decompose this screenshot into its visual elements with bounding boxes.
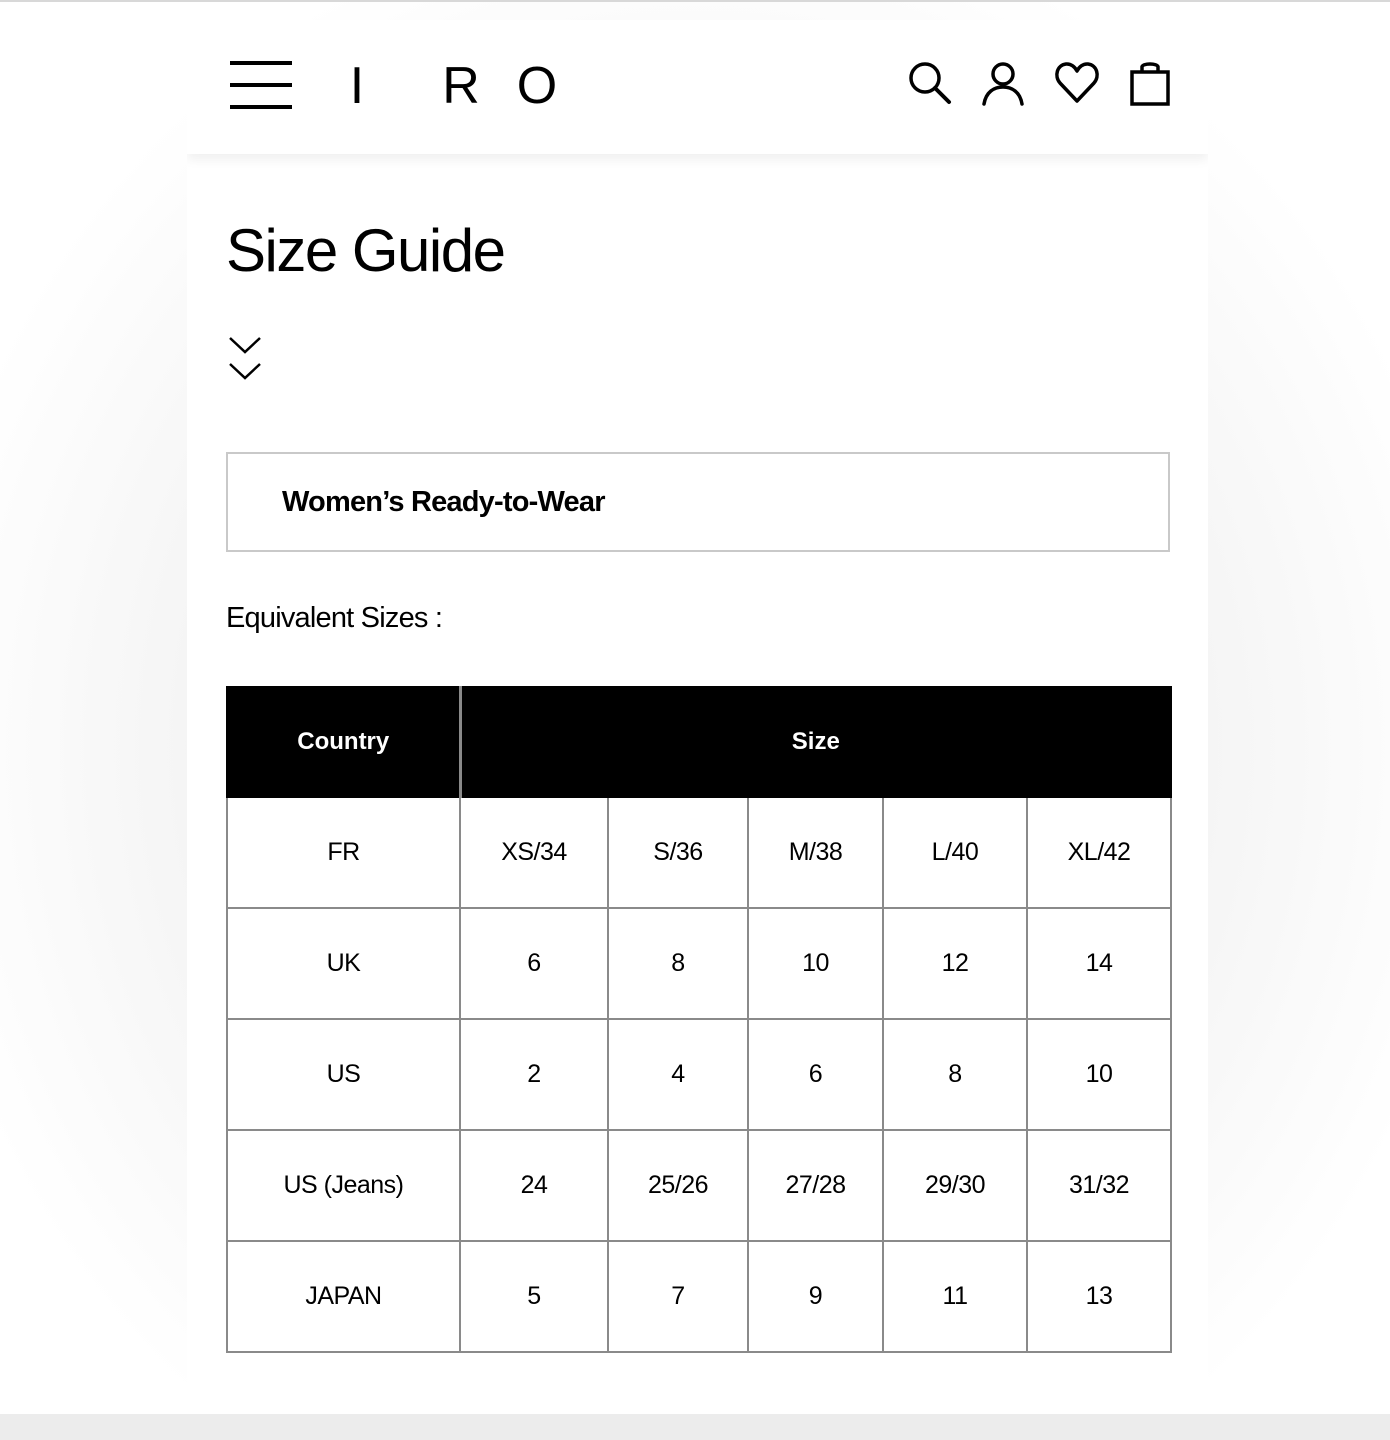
size-cell: 2 xyxy=(460,1019,608,1130)
table-row xyxy=(227,1130,1171,1241)
table-row xyxy=(227,1241,1171,1352)
site-header xyxy=(187,20,1208,154)
iro-logo[interactable] xyxy=(337,47,567,125)
logo-letter: O xyxy=(516,57,558,115)
logo-letter: R xyxy=(442,57,480,115)
top-edge xyxy=(0,0,1390,2)
size-cell: 8 xyxy=(608,908,748,1019)
table-row xyxy=(227,908,1171,1019)
search-icon[interactable] xyxy=(907,60,953,106)
shopping-bag-icon[interactable] xyxy=(1127,60,1173,106)
country-cell: US (Jeans) xyxy=(227,1130,460,1241)
size-cell: 6 xyxy=(748,1019,883,1130)
table-row xyxy=(227,797,1171,908)
size-cell: XL/42 xyxy=(1027,797,1171,908)
country-cell: FR xyxy=(227,797,460,908)
size-cell: S/36 xyxy=(608,797,748,908)
bottom-band xyxy=(0,1414,1390,1440)
table-header-row xyxy=(227,687,1171,797)
table-row xyxy=(227,1019,1171,1130)
chevron-double-down-icon[interactable] xyxy=(227,334,263,386)
size-cell: M/38 xyxy=(748,797,883,908)
size-cell: 29/30 xyxy=(883,1130,1027,1241)
size-cell: 27/28 xyxy=(748,1130,883,1241)
size-cell: 10 xyxy=(748,908,883,1019)
country-cell: JAPAN xyxy=(227,1241,460,1352)
country-column-header: Country xyxy=(227,687,460,797)
size-cell: L/40 xyxy=(883,797,1027,908)
country-cell: UK xyxy=(227,908,460,1019)
account-icon[interactable] xyxy=(980,60,1026,106)
size-cell: 25/26 xyxy=(608,1130,748,1241)
page-title: Size Guide xyxy=(226,217,505,284)
size-guide-page xyxy=(187,20,1208,1414)
size-cell: XS/34 xyxy=(460,797,608,908)
size-cell: 11 xyxy=(883,1241,1027,1352)
size-table xyxy=(226,686,1172,1353)
size-cell: 7 xyxy=(608,1241,748,1352)
size-cell: 9 xyxy=(748,1241,883,1352)
size-cell: 8 xyxy=(883,1019,1027,1130)
size-cell: 5 xyxy=(460,1241,608,1352)
country-cell: US xyxy=(227,1019,460,1130)
size-cell: 12 xyxy=(883,908,1027,1019)
menu-icon[interactable] xyxy=(230,60,292,110)
size-cell: 14 xyxy=(1027,908,1171,1019)
equivalent-sizes-label: Equivalent Sizes : xyxy=(226,602,443,634)
logo-letter: I xyxy=(349,57,365,115)
size-cell: 24 xyxy=(460,1130,608,1241)
size-cell: 13 xyxy=(1027,1241,1171,1352)
size-cell: 6 xyxy=(460,908,608,1019)
category-selector[interactable] xyxy=(226,452,1170,552)
size-column-header: Size xyxy=(460,687,1171,797)
size-cell: 31/32 xyxy=(1027,1130,1171,1241)
wishlist-heart-icon[interactable] xyxy=(1054,60,1100,106)
size-cell: 10 xyxy=(1027,1019,1171,1130)
category-label: Women’s Ready-to-Wear xyxy=(282,485,605,518)
size-cell: 4 xyxy=(608,1019,748,1130)
